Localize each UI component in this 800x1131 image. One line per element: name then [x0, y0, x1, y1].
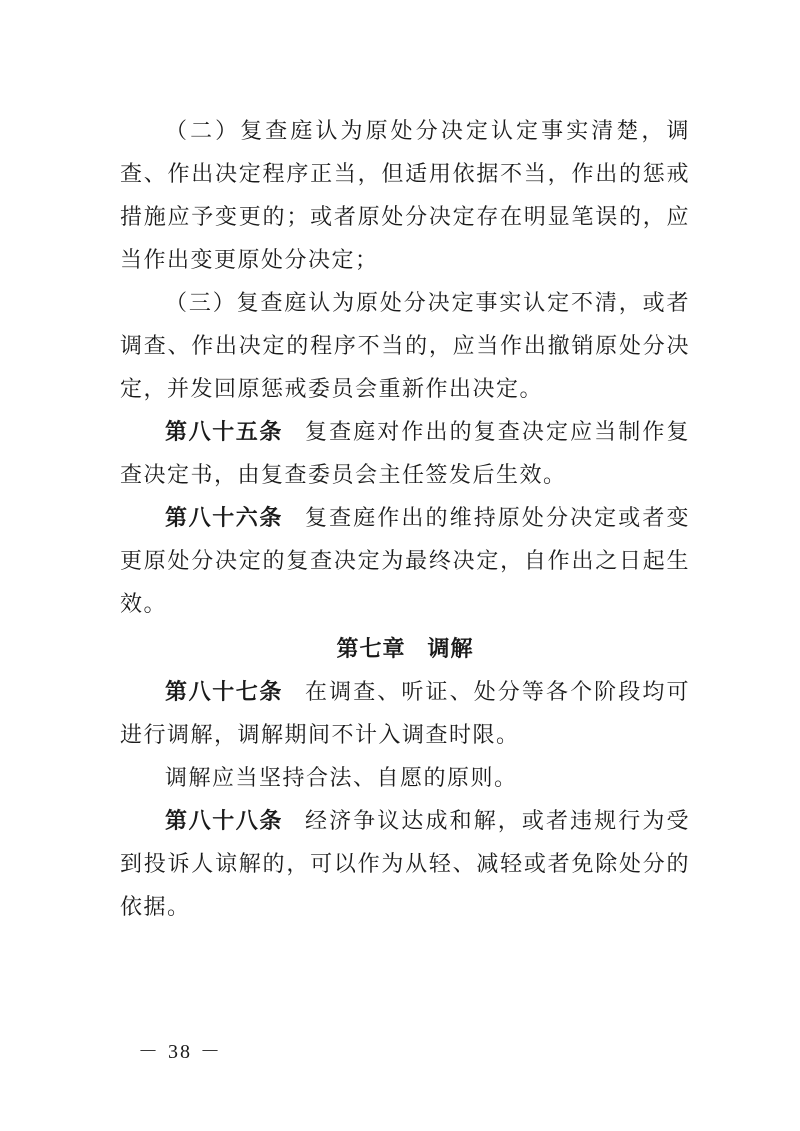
article-text: 在调查、听证、处分等各个阶段均可进行调解，调解期间不计入调查时限。 [120, 680, 690, 748]
article-label: 第八十六条 [165, 506, 283, 531]
article-label: 第八十七条 [165, 680, 283, 705]
article-text: 复查庭对作出的复查决定应当制作复查决定书，由复查委员会主任签发后生效。 [120, 420, 690, 488]
chapter-heading [120, 628, 690, 671]
article-88 [120, 800, 690, 929]
page-number-dash-left: － [138, 1041, 160, 1063]
page-number-value: 38 [168, 1041, 192, 1063]
paragraph-text: （三）复查庭认为原处分决定事实认定不清，或者调查、作出决定的程序不当的，应当作出撤销原处分决定，并发回原惩戒委员会重新作出决定。 [120, 291, 690, 402]
article-86 [120, 497, 690, 626]
page-number [130, 1035, 230, 1064]
article-label: 第八十八条 [165, 809, 283, 834]
article-text: 调解应当坚持合法、自愿的原则。 [165, 766, 518, 791]
article-87-paragraph-2 [120, 757, 690, 800]
page-number-dash-right: － [200, 1041, 222, 1063]
paragraph-item-3 [120, 282, 690, 411]
paragraph-item-2 [120, 110, 690, 282]
paragraph-text: （二）复查庭认为原处分决定认定事实清楚，调查、作出决定程序正当，但适用依据不当，作出的惩戒措施应予变更的；或者原处分决定存在明显笔误的，应当作出变更原处分决定； [120, 119, 690, 273]
article-87 [120, 671, 690, 757]
article-85 [120, 411, 690, 497]
chapter-number: 第七章 [336, 637, 406, 662]
chapter-title: 调解 [427, 637, 474, 662]
article-text: 经济争议达成和解，或者违规行为受到投诉人谅解的，可以作为从轻、减轻或者免除处分的依据。 [120, 809, 690, 920]
article-text: 复查庭作出的维持原处分决定或者变更原处分决定的复查决定为最终决定，自作出之日起生效。 [120, 506, 690, 617]
article-label: 第八十五条 [165, 420, 283, 445]
